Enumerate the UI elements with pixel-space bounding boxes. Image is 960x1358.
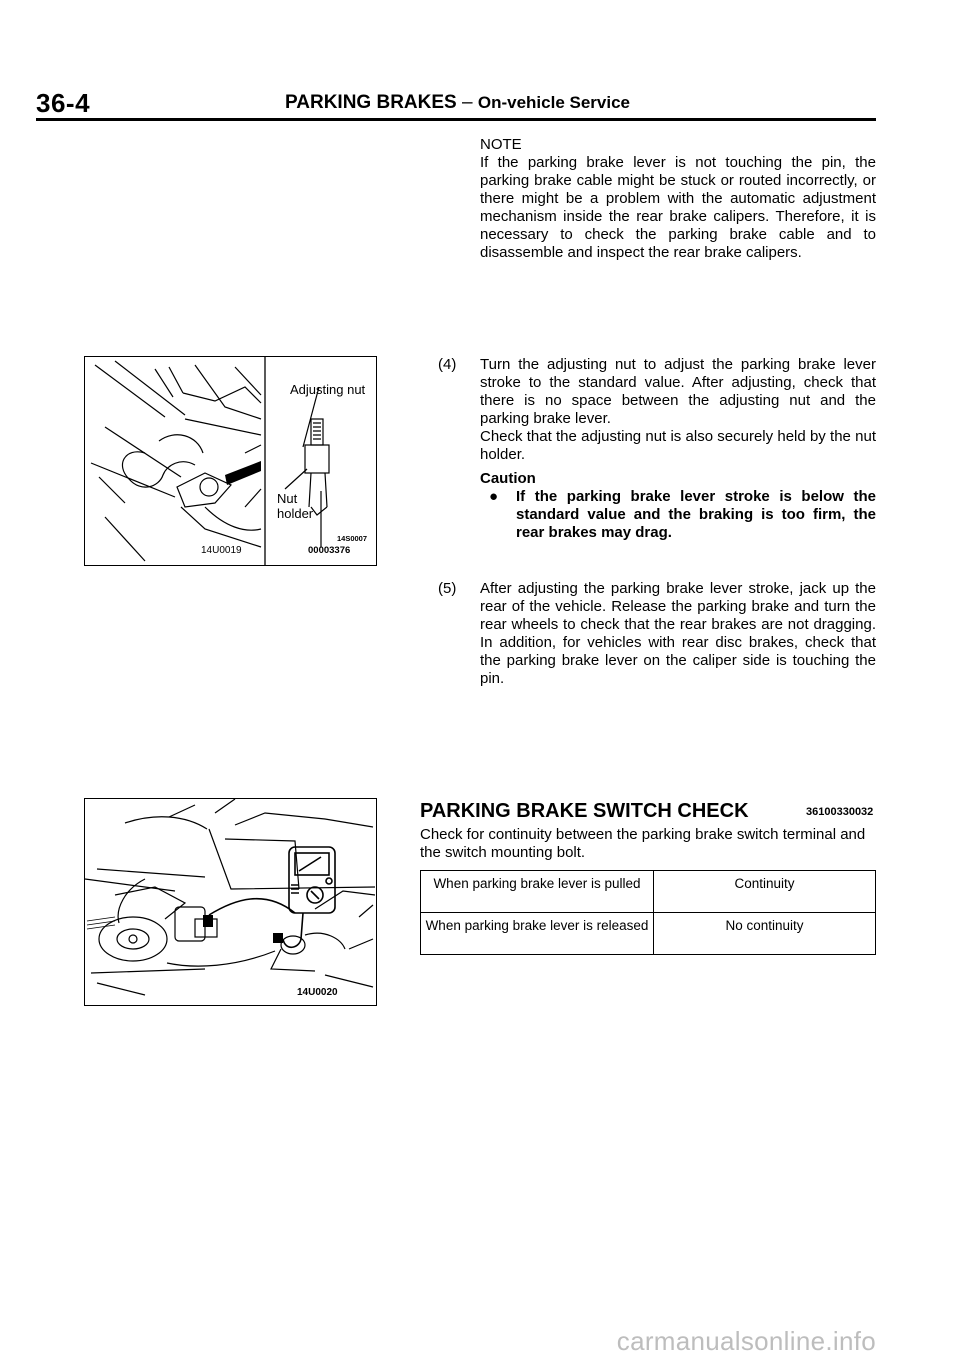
caution-text: If the parking brake lever stroke is below the standard value and the braking is too firm, the rear brakes may drag. bbox=[516, 488, 876, 541]
step-4 bbox=[438, 356, 876, 542]
step-4-number: (4) bbox=[438, 356, 457, 373]
figure-adjusting-nut-drawing bbox=[85, 357, 376, 565]
section-title: PARKING BRAKE SWITCH CHECK bbox=[420, 800, 749, 822]
step-4-text: Turn the adjusting nut to adjust the parking brake lever stroke to the standard value. After adjusting, check that there is no space between the adjusting nut and the parking brake lever. bbox=[480, 356, 876, 427]
code-small: 14S0007 bbox=[337, 534, 368, 543]
note-block bbox=[480, 136, 876, 262]
title-main: PARKING BRAKES bbox=[285, 92, 457, 113]
label-nut: Nut bbox=[277, 491, 298, 506]
figure2-code: 14U0020 bbox=[297, 987, 338, 998]
code-left: 14U0019 bbox=[201, 545, 242, 556]
label-holder: holder bbox=[277, 506, 314, 521]
caution-label: Caution bbox=[480, 470, 536, 487]
note-text: If the parking brake lever is not touching the pin, the parking brake cable might be stuck or routed incorrectly, or there might be a problem with the automatic adjustment mechanism inside the rear brake calipers. Therefore, it is necessary to check the parking brake cable and to disassemble and inspect the rear brake calipers. bbox=[480, 154, 876, 261]
header-rule bbox=[36, 118, 876, 121]
page-number: 36-4 bbox=[36, 88, 91, 118]
table-cell-condition: When parking brake lever is pulled bbox=[421, 871, 654, 913]
title-sub: On-vehicle Service bbox=[477, 93, 630, 112]
table-row bbox=[421, 913, 876, 955]
step-5 bbox=[438, 580, 876, 688]
section-body: Check for continuity between the parking brake switch terminal and the switch mounting bolt. bbox=[420, 826, 866, 861]
step-5-number: (5) bbox=[438, 580, 457, 597]
continuity-table bbox=[420, 870, 876, 955]
figure-switch-check-drawing bbox=[85, 799, 376, 1005]
table-row bbox=[421, 871, 876, 913]
section-code: 36100330032 bbox=[806, 806, 874, 818]
caution-item bbox=[480, 488, 876, 542]
figure-adjusting-nut bbox=[84, 356, 377, 566]
note-label: NOTE bbox=[480, 136, 522, 153]
bullet-icon: ● bbox=[489, 488, 499, 505]
table-cell-result: Continuity bbox=[654, 871, 876, 913]
table-cell-result: No continuity bbox=[654, 913, 876, 955]
step-4-text-2: Check that the adjusting nut is also securely held by the nut holder. bbox=[480, 428, 876, 463]
code-right: 00003376 bbox=[308, 545, 351, 556]
watermark: carmanualsonline.info bbox=[616, 1326, 876, 1356]
label-adjusting-nut: Adjusting nut bbox=[290, 382, 366, 397]
title-dash: – bbox=[462, 92, 473, 113]
page-title bbox=[285, 92, 630, 114]
figure-switch-check bbox=[84, 798, 377, 1006]
table-cell-condition: When parking brake lever is released bbox=[421, 913, 654, 955]
step-5-text: After adjusting the parking brake lever stroke, jack up the rear of the vehicle. Release the parking brake and turn the rear wheels to check that the rear brakes are not dragging. In addition, for vehicles with rear disc brakes, check that the parking brake lever on the caliper side is touching the pin. bbox=[480, 580, 876, 687]
